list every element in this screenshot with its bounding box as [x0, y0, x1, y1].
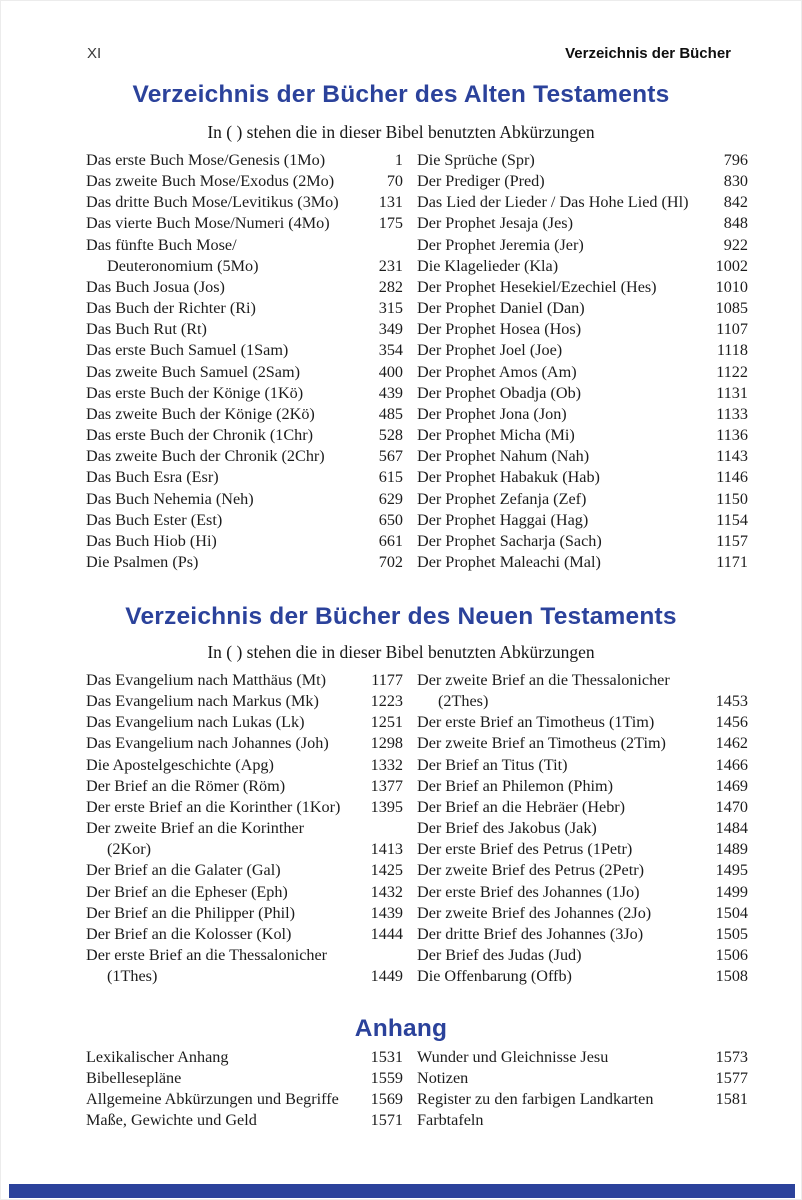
entry-title: Das Buch der Richter (Ri) [86, 299, 256, 318]
toc-row [86, 797, 403, 818]
entry-title: Das vierte Buch Mose/Numeri (4Mo) [86, 214, 330, 233]
entry-page-number: 1177 [371, 671, 403, 689]
toc-row [417, 150, 748, 171]
entry-page-number: 1251 [370, 713, 403, 732]
entry-title: Das Buch Hiob (Hi) [86, 531, 217, 550]
entry-title: Die Offenbarung (Offb) [417, 967, 572, 986]
entry-page-number: 485 [378, 404, 403, 423]
entry-title: Der Brief an die Galater (Gal) [86, 861, 281, 880]
toc-row [417, 966, 748, 987]
toc-row [417, 860, 748, 881]
entry-title: Der Prophet Nahum (Nah) [417, 447, 590, 466]
entry-title: Der Prophet Obadja (Ob) [417, 383, 582, 402]
toc-row [86, 552, 403, 573]
new-testament-list [86, 670, 748, 987]
entry-page-number: 1444 [370, 924, 403, 943]
appendix-left-column [86, 1047, 403, 1132]
entry-page-number: 1559 [370, 1069, 403, 1088]
toc-row [417, 425, 748, 446]
entry-title: Das erste Buch der Chronik (1Chr) [86, 426, 314, 445]
toc-row [86, 903, 403, 924]
entry-title: Der Prophet Hosea (Hos) [417, 320, 582, 339]
entry-title: Der Prophet Jona (Jon) [417, 404, 567, 423]
toc-row [86, 924, 403, 945]
entry-title: Der zweite Brief an die Korinther [86, 819, 304, 838]
entry-page-number: 1143 [716, 447, 748, 466]
toc-row [417, 171, 748, 192]
entry-title: Die Psalmen (Ps) [86, 552, 199, 571]
entry-title: Das Buch Josua (Jos) [86, 277, 225, 296]
entry-title: Das Evangelium nach Markus (Mk) [86, 692, 319, 711]
entry-page-number: 1499 [715, 882, 748, 901]
entry-page-number: 1413 [370, 840, 403, 859]
toc-row [417, 256, 748, 277]
entry-title: Der erste Brief des Petrus (1Petr) [417, 840, 633, 859]
entry-page-number: 1377 [370, 776, 403, 795]
entry-page-number: 175 [378, 214, 403, 233]
entry-page-number: 1531 [370, 1048, 403, 1066]
entry-page-number: 629 [378, 489, 403, 508]
entry-title: (2Thes) [438, 692, 489, 711]
toc-row [86, 298, 403, 319]
toc-row [417, 945, 748, 966]
toc-row [417, 298, 748, 319]
entry-title: Wunder und Gleichnisse Jesu [417, 1048, 609, 1066]
old-testament-right-column [417, 150, 748, 573]
entry-title: Der erste Brief an Timotheus (1Tim) [417, 713, 655, 732]
entry-page-number: 1470 [715, 797, 748, 816]
entry-page-number: 1466 [715, 755, 748, 774]
entry-page-number: 1150 [716, 489, 748, 508]
entry-page-number: 615 [378, 468, 403, 487]
entry-page-number: 1133 [716, 404, 748, 423]
entry-page-number: 1107 [716, 320, 748, 339]
toc-row [86, 882, 403, 903]
entry-page-number: 1131 [716, 383, 748, 402]
appendix-title: Anhang [354, 1015, 448, 1042]
entry-page-number: 1439 [370, 903, 403, 922]
entry-page-number: 1504 [715, 903, 748, 922]
toc-row [417, 192, 748, 213]
toc-row [86, 1110, 403, 1131]
toc-row [86, 467, 403, 488]
entry-page-number: 1157 [716, 531, 748, 550]
entry-title: Allgemeine Abkürzungen und Begriffe [86, 1090, 339, 1109]
entry-title: Der zweite Brief des Johannes (2Jo) [417, 903, 652, 922]
toc-row [417, 712, 748, 733]
entry-page-number: 1425 [370, 861, 403, 880]
toc-row [417, 755, 748, 776]
toc-row [86, 256, 403, 277]
new-testament-title: Verzeichnis der Bücher des Neuen Testaments [125, 603, 677, 630]
toc-row [417, 797, 748, 818]
toc-row [417, 776, 748, 797]
entry-page-number [361, 235, 403, 256]
entry-title: Der Prophet Sacharja (Sach) [417, 531, 602, 550]
entry-title: Das erste Buch Samuel (1Sam) [86, 341, 289, 360]
entry-title: Der Prophet Maleachi (Mal) [417, 552, 601, 571]
entry-page-number: 1223 [370, 692, 403, 711]
toc-row [86, 1047, 403, 1068]
entry-page-number [706, 670, 748, 691]
entry-page-number [361, 945, 403, 966]
entry-title: Der Prophet Joel (Joe) [417, 341, 563, 360]
entry-page-number: 70 [386, 172, 403, 191]
entry-page-number: 1002 [715, 256, 748, 275]
entry-title: Der Brief des Jakobus (Jak) [417, 819, 597, 838]
entry-title: Das Evangelium nach Matthäus (Mt) [86, 671, 327, 689]
toc-row [86, 712, 403, 733]
entry-title: Notizen [417, 1069, 469, 1088]
toc-row [417, 1047, 748, 1068]
appendix-right-column [417, 1047, 748, 1132]
entry-title: Der Prophet Zefanja (Zef) [417, 489, 587, 508]
entry-title: Der Brief an die Philipper (Phil) [86, 903, 296, 922]
entry-title: Der Prophet Haggai (Hag) [417, 510, 589, 529]
entry-page-number: 1469 [715, 776, 748, 795]
folio-number: XI [87, 45, 102, 62]
entry-title: Das Buch Nehemia (Neh) [86, 489, 254, 508]
entry-page-number: 354 [378, 341, 403, 360]
entry-title: Der Brief an Philemon (Phim) [417, 776, 614, 795]
toc-row [86, 839, 403, 860]
entry-page-number: 315 [378, 299, 403, 318]
entry-page-number: 231 [378, 256, 403, 275]
entry-page-number: 1395 [370, 797, 403, 816]
entry-title: Der Brief an die Epheser (Eph) [86, 882, 288, 901]
entry-page-number: 1118 [716, 341, 748, 360]
toc-row [86, 670, 403, 691]
toc-row [417, 319, 748, 340]
entry-page-number: 1571 [370, 1111, 403, 1130]
running-header: Verzeichnis der Bücher [565, 45, 731, 62]
entry-title: Der Prophet Jeremia (Jer) [417, 235, 584, 254]
entry-page-number: 830 [723, 172, 748, 191]
entry-title: Der Brief an die Römer (Röm) [86, 776, 286, 795]
entry-title: Der erste Brief des Johannes (1Jo) [417, 882, 640, 901]
toc-row [86, 362, 403, 383]
toc-row [417, 1110, 748, 1131]
toc-row [86, 171, 403, 192]
toc-row [86, 277, 403, 298]
toc-row [86, 966, 403, 987]
toc-row [417, 510, 748, 531]
toc-row [417, 839, 748, 860]
entry-title: Der zweite Brief des Petrus (2Petr) [417, 861, 644, 880]
entry-title: Bibellesepläne [86, 1069, 182, 1088]
entry-title: Der Brief an Titus (Tit) [417, 755, 568, 774]
entry-page-number: 1505 [715, 924, 748, 943]
entry-title: Das Evangelium nach Lukas (Lk) [86, 713, 305, 732]
toc-row [417, 818, 748, 839]
entry-page-number: 650 [378, 510, 403, 529]
toc-row [86, 319, 403, 340]
entry-page-number: 1085 [715, 299, 748, 318]
entry-page-number: 922 [723, 235, 748, 254]
toc-row [417, 1089, 748, 1110]
new-testament-right-column [417, 670, 748, 987]
toc-row [417, 362, 748, 383]
entry-page-number: 796 [723, 151, 748, 169]
toc-row [86, 425, 403, 446]
entry-title: Farbtafeln [417, 1111, 484, 1130]
entry-title: Der zweite Brief an die Thessalonicher [417, 671, 670, 689]
toc-row [417, 383, 748, 404]
entry-page-number: 702 [378, 552, 403, 571]
entry-title: Das zweite Buch der Chronik (2Chr) [86, 447, 325, 466]
old-testament-list [86, 150, 748, 573]
entry-page-number: 1332 [370, 755, 403, 774]
entry-page-number: 848 [723, 214, 748, 233]
entry-page-number: 1146 [716, 468, 748, 487]
entry-page-number: 349 [378, 320, 403, 339]
toc-row [86, 755, 403, 776]
toc-row [417, 552, 748, 573]
entry-page-number [706, 1110, 748, 1131]
toc-row [86, 192, 403, 213]
toc-row [86, 235, 403, 256]
entry-title: Das fünfte Buch Mose/ [86, 235, 237, 254]
entry-page-number: 1122 [716, 362, 748, 381]
entry-title: Das Buch Esra (Esr) [86, 468, 219, 487]
toc-row [86, 776, 403, 797]
entry-title: Der zweite Brief an Timotheus (2Tim) [417, 734, 666, 753]
toc-row [417, 882, 748, 903]
entry-page-number: 1171 [716, 552, 748, 571]
appendix-list [86, 1047, 748, 1132]
entry-title: Der Prophet Micha (Mi) [417, 426, 575, 445]
entry-page-number: 1489 [715, 840, 748, 859]
toc-row [417, 446, 748, 467]
entry-title: Deuteronomium (5Mo) [107, 256, 259, 275]
entry-page-number: 1453 [715, 692, 748, 711]
toc-row [417, 489, 748, 510]
entry-title: Das zweite Buch Mose/Exodus (2Mo) [86, 172, 335, 191]
entry-title: Das zweite Buch Samuel (2Sam) [86, 362, 300, 381]
toc-row [86, 446, 403, 467]
new-testament-subtitle: In ( ) stehen die in dieser Bibel benutzten Abkürzungen [207, 642, 595, 662]
toc-row [417, 733, 748, 754]
toc-row [86, 404, 403, 425]
entry-title: Das Evangelium nach Johannes (Joh) [86, 734, 329, 753]
toc-row [86, 691, 403, 712]
entry-title: Der Prophet Amos (Am) [417, 362, 577, 381]
entry-page-number: 1573 [715, 1048, 748, 1066]
new-testament-left-column [86, 670, 403, 987]
toc-row [86, 945, 403, 966]
toc-row [417, 235, 748, 256]
toc-row [417, 213, 748, 234]
entry-page-number: 1462 [715, 734, 748, 753]
entry-page-number: 1508 [715, 967, 748, 986]
toc-row [86, 213, 403, 234]
entry-page-number: 131 [378, 193, 403, 212]
entry-page-number: 1506 [715, 946, 748, 965]
entry-page-number: 1432 [370, 882, 403, 901]
entry-title: Lexikalischer Anhang [86, 1048, 229, 1066]
toc-row [417, 691, 748, 712]
entry-title: Das Lied der Lieder / Das Hohe Lied (Hl) [417, 193, 689, 212]
entry-title: Der erste Brief an die Korinther (1Kor) [86, 797, 341, 816]
entry-title: Der Prediger (Pred) [417, 172, 545, 191]
old-testament-subtitle: In ( ) stehen die in dieser Bibel benutzten Abkürzungen [207, 122, 595, 142]
entry-page-number: 1136 [716, 426, 748, 445]
toc-row [417, 467, 748, 488]
entry-page-number: 1010 [715, 277, 748, 296]
entry-title: Die Klagelieder (Kla) [417, 256, 559, 275]
toc-row [417, 404, 748, 425]
entry-page-number: 1569 [370, 1090, 403, 1109]
entry-page-number: 1484 [715, 819, 748, 838]
toc-row [86, 489, 403, 510]
entry-page-number: 1495 [715, 861, 748, 880]
entry-title: Das Buch Ester (Est) [86, 510, 223, 529]
entry-title: Das erste Buch Mose/Genesis (1Mo) [86, 151, 326, 169]
entry-page-number: 661 [378, 531, 403, 550]
toc-row [86, 510, 403, 531]
entry-page-number: 1577 [715, 1069, 748, 1088]
toc-row [417, 903, 748, 924]
entry-title: Der Brief an die Kolosser (Kol) [86, 924, 292, 943]
toc-row [86, 733, 403, 754]
toc-row [86, 860, 403, 881]
toc-row [86, 818, 403, 839]
entry-page-number: 567 [378, 447, 403, 466]
entry-title: Der erste Brief an die Thessalonicher [86, 946, 328, 965]
toc-row [417, 924, 748, 945]
toc-row [86, 1089, 403, 1110]
page-header [87, 45, 731, 62]
entry-page-number: 1154 [716, 510, 748, 529]
entry-title: Die Sprüche (Spr) [417, 151, 535, 169]
entry-title: Der Brief des Judas (Jud) [417, 946, 582, 965]
entry-page-number: 1449 [370, 967, 403, 986]
entry-page-number: 282 [378, 277, 403, 296]
entry-page-number: 1456 [715, 713, 748, 732]
entry-page-number: 1298 [370, 734, 403, 753]
entry-title: Der Prophet Habakuk (Hab) [417, 468, 600, 487]
toc-row [417, 531, 748, 552]
toc-row [86, 383, 403, 404]
entry-title: Das dritte Buch Mose/Levitikus (3Mo) [86, 193, 339, 212]
entry-page-number [361, 818, 403, 839]
toc-row [86, 150, 403, 171]
entry-title: Der Prophet Daniel (Dan) [417, 299, 585, 318]
entry-page-number: 842 [723, 193, 748, 212]
entry-title: Der Brief an die Hebräer (Hebr) [417, 797, 626, 816]
entry-page-number: 1 [394, 151, 403, 169]
entry-title: Das erste Buch der Könige (1Kö) [86, 383, 304, 402]
entry-title: Der dritte Brief des Johannes (3Jo) [417, 924, 644, 943]
footer-bar [9, 1184, 795, 1198]
entry-title: (2Kor) [107, 840, 152, 859]
entry-title: (1Thes) [107, 967, 158, 986]
entry-title: Der Prophet Hesekiel/Ezechiel (Hes) [417, 277, 657, 296]
toc-row [417, 277, 748, 298]
entry-title: Die Apostelgeschichte (Apg) [86, 755, 274, 774]
entry-page-number: 439 [378, 383, 403, 402]
toc-row [417, 340, 748, 361]
entry-title: Register zu den farbigen Landkarten [417, 1090, 654, 1109]
toc-row [86, 340, 403, 361]
toc-row [86, 1068, 403, 1089]
entry-page-number: 400 [378, 362, 403, 381]
toc-row [417, 1068, 748, 1089]
entry-page-number: 528 [378, 426, 403, 445]
old-testament-title: Verzeichnis der Bücher des Alten Testaments [132, 81, 670, 108]
entry-page-number: 1581 [715, 1090, 748, 1109]
entry-title: Das Buch Rut (Rt) [86, 320, 207, 339]
entry-title: Der Prophet Jesaja (Jes) [417, 214, 573, 233]
entry-title: Maße, Gewichte und Geld [86, 1111, 257, 1130]
toc-row [86, 531, 403, 552]
toc-row [417, 670, 748, 691]
old-testament-left-column [86, 150, 403, 573]
entry-title: Das zweite Buch der Könige (2Kö) [86, 404, 315, 423]
